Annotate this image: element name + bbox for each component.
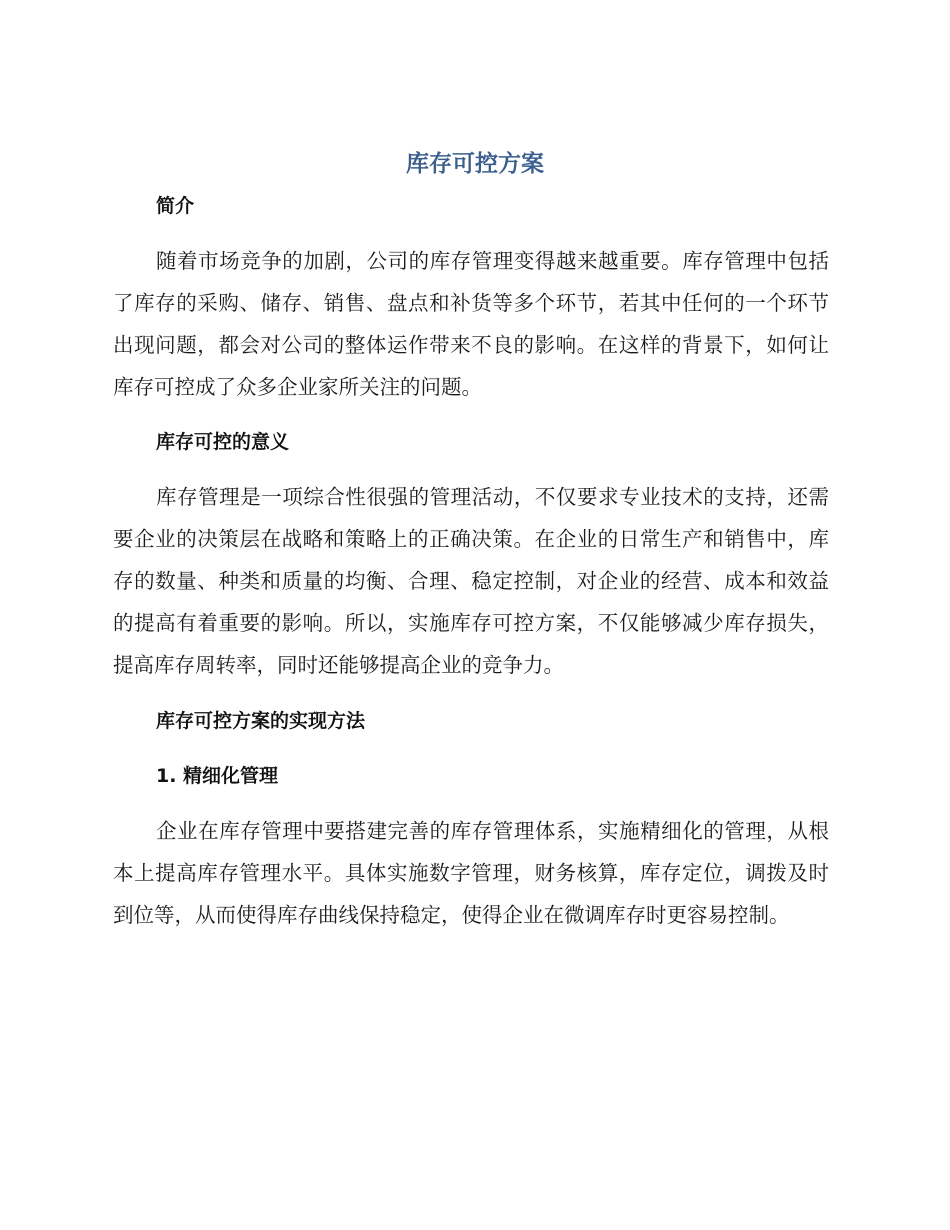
subsection-paragraph-fine-management: 企业在库存管理中要搭建完善的库存管理体系，实施精细化的管理，从根本上提高库存管理水平。具体实施数字管理，财务核算，库存定位，调拨及时到位等，从而使得库存曲线保持稳定，使得企业在微调库存时更容易控制。 — [113, 819, 829, 927]
subsection-heading-fine-management: 1. 精细化管理 — [156, 765, 279, 787]
section-heading-methods: 库存可控方案的实现方法 — [156, 710, 366, 732]
section-paragraph-meaning: 库存管理是一项综合性很强的管理活动，不仅要求专业技术的支持，还需要企业的决策层在战略和策略上的正确决策。在企业的日常生产和销售中，库存的数量、种类和质量的均衡、合理、稳定控制，对企业的经营、成本和效益的提高有着重要的影响。所以，实施库存可控方案，不仅能够减少库存损失，提高库存周转率，同时还能够提高企业的竞争力。 — [113, 485, 829, 677]
document-title: 库存可控方案 — [406, 151, 544, 177]
section-heading-meaning: 库存可控的意义 — [156, 431, 290, 453]
section-heading-intro: 简介 — [156, 195, 195, 217]
section-paragraph-intro: 随着市场竞争的加剧，公司的库存管理变得越来越重要。库存管理中包括了库存的采购、储存、销售、盘点和补货等多个环节，若其中任何的一个环节出现问题，都会对公司的整体运作带来不良的影响。在这样的背景下，如何让库存可控成了众多企业家所关注的问题。 — [113, 249, 829, 399]
